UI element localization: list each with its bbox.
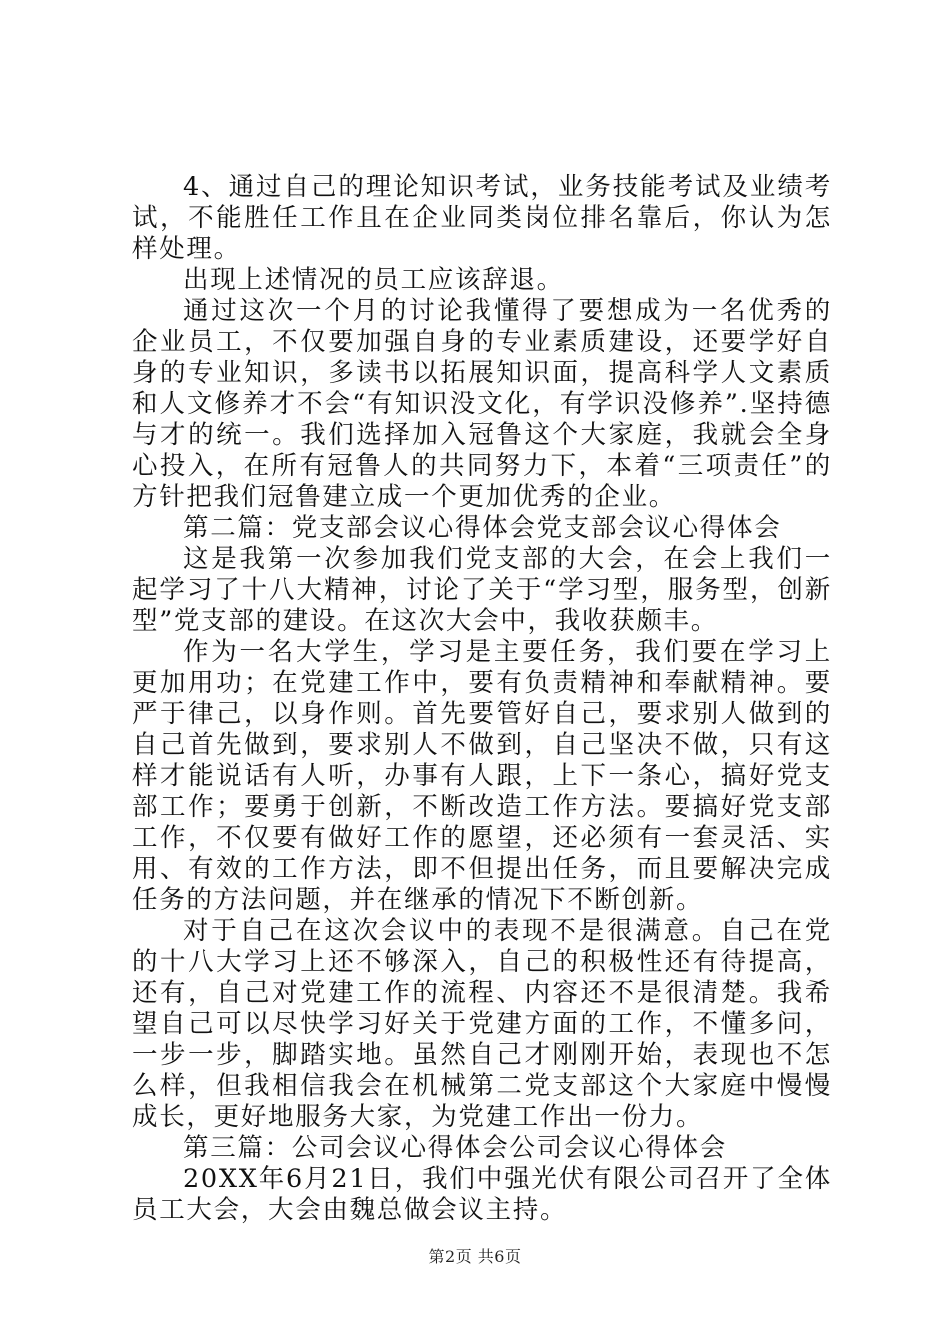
section-heading-3: 第三篇：公司会议心得体会公司会议心得体会	[183, 1133, 728, 1163]
paragraph-3: 通过这次一个月的讨论我懂得了要想成为一名优秀的企业员工，不仅要加强自身的专业素质建设，还要学好自身的专业知识，多读书以拓展知识面，提高科学人文素质和人文修养才不会“有知识没文化，有学识没修养”.坚持德与才的统一。我们选择加入冠鲁这个大家庭，我就会全身心投入，在所有冠鲁人的共同努力下，本着“三项责任”的方针把我们冠鲁建立成一个更加优秀的企业。	[132, 296, 832, 512]
paragraph-7: 20XX年6月21日，我们中强光伏有限公司召开了全体员工大会，大会由魏总做会议主持。	[132, 1164, 832, 1225]
paragraph-1: 4、通过自己的理论知识考试，业务技能考试及业绩考试，不能胜任工作且在企业同类岗位排名靠后，你认为怎样处理。	[132, 172, 832, 264]
section-heading-2: 第二篇：党支部会议心得体会党支部会议心得体会	[183, 513, 782, 543]
document-body	[132, 172, 832, 1226]
paragraph-2: 出现上述情况的员工应该辞退。	[183, 265, 564, 295]
paragraph-4: 这是我第一次参加我们党支部的大会，在会上我们一起学习了十八大精神，讨论了关于“学习型，服务型，创新型”党支部的建设。在这次大会中，我收获颇丰。	[132, 544, 832, 636]
paragraph-5: 作为一名大学生，学习是主要任务，我们要在学习上更加用功；在党建工作中，要有负责精神和奉献精神。要严于律己，以身作则。首先要管好自己，要求别人做到的自己首先做到，要求别人不做到，自己坚决不做，只有这样才能说话有人听，办事有人跟，上下一条心，搞好党支部工作；要勇于创新，不断改造工作方法。要搞好党支部工作，不仅要有做好工作的愿望，还必须有一套灵活、实用、有效的工作方法，即不但提出任务，而且要解决完成任务的方法问题，并在继承的情况下不断创新。	[132, 637, 832, 915]
page-footer: 第2页 共6页	[428, 1247, 522, 1266]
paragraph-6: 对于自己在这次会议中的表现不是很满意。自己在党的十八大学习上还不够深入，自己的积极性还有待提高，还有，自己对党建工作的流程、内容还不是很清楚。我希望自己可以尽快学习好关于党建方面的工作，不懂多问，一步一步，脚踏实地。虽然自己才刚刚开始，表现也不怎么样，但我相信我会在机械第二党支部这个大家庭中慢慢成长，更好地服务大家，为党建工作出一份力。	[132, 916, 832, 1132]
